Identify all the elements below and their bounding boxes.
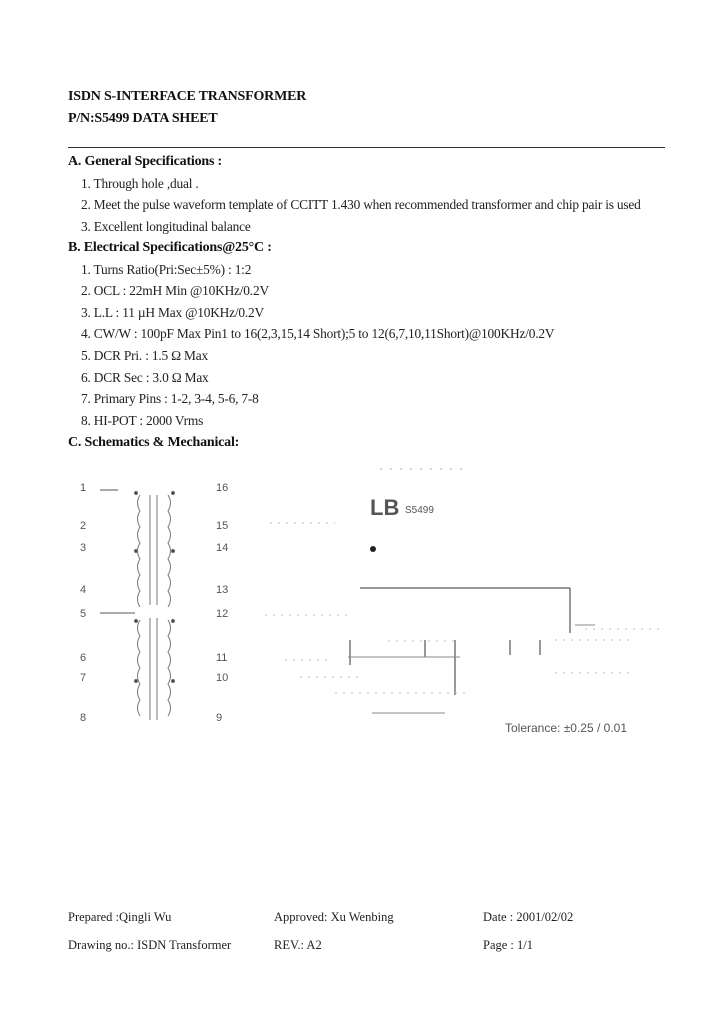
pin-label-left: 6 xyxy=(80,652,87,664)
pin-label-right: 10 xyxy=(216,672,229,684)
section-electrical-heading: B. Electrical Specifications@25°C : xyxy=(68,240,272,255)
footer-rev: REV.: A2 xyxy=(274,938,322,952)
package-top-view xyxy=(270,469,470,552)
electrical-item: 3. L.L : 11 µH Max @10KHz/0.2V xyxy=(81,305,265,320)
section-schematics-heading: C. Schematics & Mechanical: xyxy=(68,435,240,450)
electrical-item: 4. CW/W : 100pF Max Pin1 to 16(2,3,15,14 Short);5 to 12(6,7,10,11Short)@100KHz/0.2V xyxy=(81,326,555,341)
pin-label-left: 7 xyxy=(80,672,87,684)
electrical-item: 1. Turns Ratio(Pri:Sec±5%) : 1:2 xyxy=(81,262,252,277)
pin-label-right: 16 xyxy=(216,482,229,494)
pin-label-left: 5 xyxy=(80,608,87,620)
transformer-lower xyxy=(134,618,174,720)
general-item: 2. Meet the pulse waveform template of CCITT 1.430 when recommended transformer and chip pair is used xyxy=(81,197,641,212)
footer-date: Date : 2001/02/02 xyxy=(483,910,574,924)
section-general-heading: A. General Specifications : xyxy=(68,154,223,169)
footer-approved: Approved: Xu Wenbing xyxy=(274,910,394,924)
document-title: ISDN S-INTERFACE TRANSFORMER xyxy=(68,89,307,104)
transformer-upper xyxy=(134,491,174,607)
package-side-view xyxy=(348,588,595,713)
pin-label-left: 8 xyxy=(80,712,87,724)
part-marking: S5499 xyxy=(405,505,434,516)
pin-label-right: 12 xyxy=(216,608,229,620)
footer-prepared: Prepared :Qingli Wu xyxy=(68,910,172,924)
document-subtitle: P/N:S5499 DATA SHEET xyxy=(68,111,218,126)
pin-label-left: 2 xyxy=(80,520,87,532)
electrical-item: 5. DCR Pri. : 1.5 Ω Max xyxy=(81,348,208,363)
pin-label-left: 1 xyxy=(80,482,87,494)
footer-drawing: Drawing no.: ISDN Transformer xyxy=(68,938,232,952)
electrical-item: 6. DCR Sec : 3.0 Ω Max xyxy=(81,370,209,385)
electrical-item: 7. Primary Pins : 1-2, 3-4, 5-6, 7-8 xyxy=(81,391,259,406)
header-divider xyxy=(68,147,665,148)
schematic-drawing xyxy=(0,455,720,745)
pin-label-right: 14 xyxy=(216,542,229,554)
pin-label-right: 9 xyxy=(216,712,223,724)
general-item: 1. Through hole ,dual . xyxy=(81,176,199,191)
pin-label-left: 4 xyxy=(80,584,87,596)
logo-icon: LB xyxy=(370,495,400,520)
pin-label-right: 11 xyxy=(216,652,228,664)
footer-page: Page : 1/1 xyxy=(483,938,533,952)
general-item: 3. Excellent longitudinal balance xyxy=(81,219,251,234)
tolerance-note: Tolerance: ±0.25 / 0.01 xyxy=(505,721,627,735)
dimension-lines xyxy=(265,615,665,693)
pin-label-left: 3 xyxy=(80,542,87,554)
pin-label-right: 15 xyxy=(216,520,229,532)
pin-label-right: 13 xyxy=(216,584,229,596)
electrical-item: 8. HI-POT : 2000 Vrms xyxy=(81,413,204,428)
electrical-item: 2. OCL : 22mH Min @10KHz/0.2V xyxy=(81,283,269,298)
